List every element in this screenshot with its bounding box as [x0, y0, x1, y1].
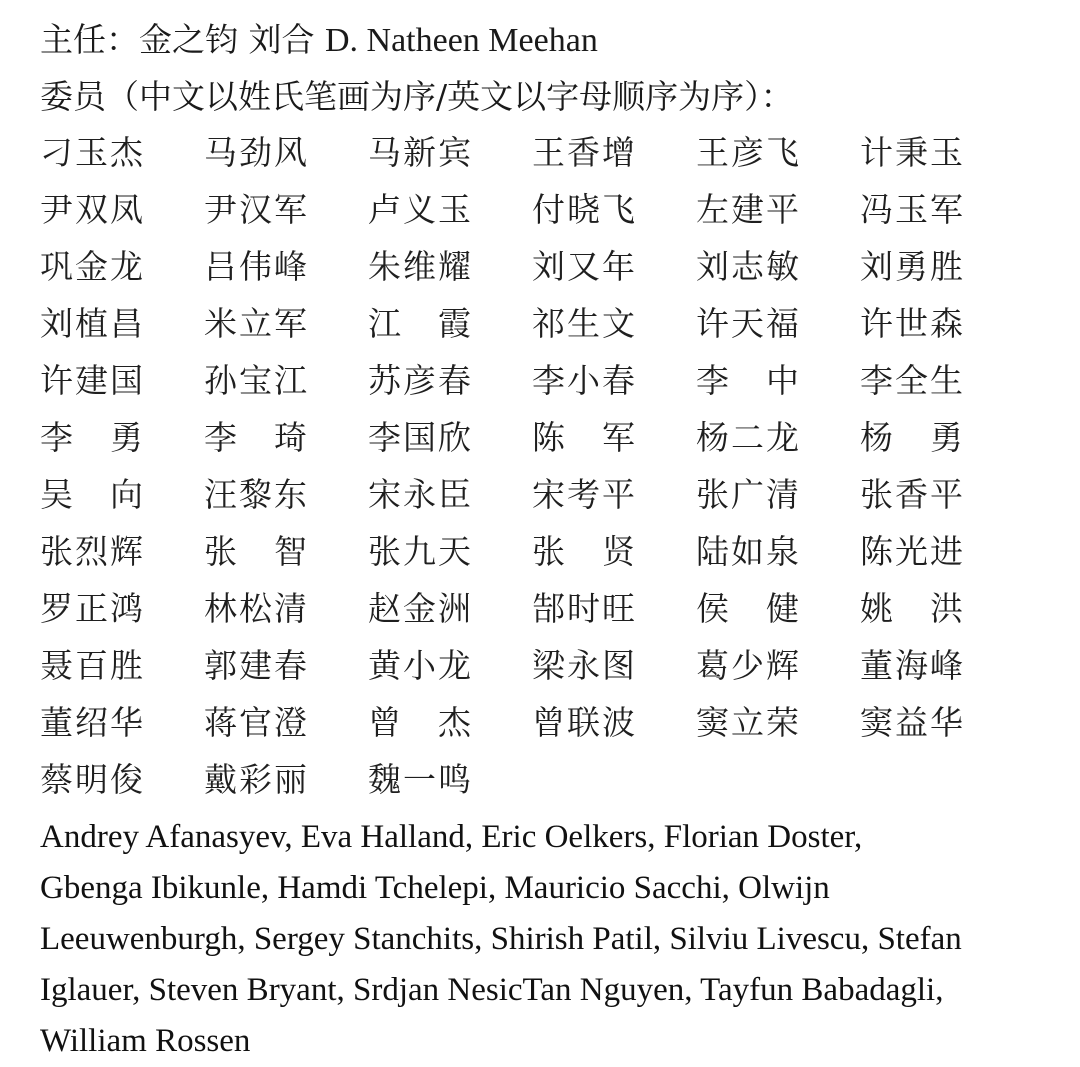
- chair-line: [40, 20, 598, 61]
- member-name-cn: 陈光进: [860, 532, 965, 571]
- member-name-cn: 黄小龙: [368, 646, 473, 685]
- member-name-cn: 马新宾: [368, 133, 473, 172]
- member-name-cn: 左建平: [696, 190, 801, 229]
- member-names-en-line: Leeuwenburgh, Sergey Stanchits, Shirish Patil, Silviu Livescu, Stefan: [40, 921, 962, 957]
- member-name-cn: 张香平: [860, 475, 965, 514]
- member-name-cn: 罗正鸿: [40, 589, 145, 628]
- member-name-cn: 许建国: [40, 361, 145, 400]
- member-name-cn: 李 勇: [40, 418, 145, 457]
- member-name-cn: 姚 洪: [860, 589, 965, 628]
- member-name-cn: 林松清: [204, 589, 309, 628]
- member-name-cn: 孙宝江: [204, 361, 309, 400]
- member-name-cn: 李小春: [532, 361, 637, 400]
- member-name-cn: 宋考平: [532, 475, 637, 514]
- member-name-cn: 陈 军: [532, 418, 637, 457]
- member-name-cn: 赵金洲: [368, 589, 473, 628]
- member-name-cn: 李全生: [860, 361, 965, 400]
- member-name-cn: 董绍华: [40, 703, 145, 742]
- member-name-cn: 卢义玉: [368, 190, 473, 229]
- member-name-cn: 聂百胜: [40, 646, 145, 685]
- member-name-cn: 蔡明俊: [40, 760, 145, 799]
- member-name-cn: 郜时旺: [532, 589, 637, 628]
- member-name-cn: 梁永图: [532, 646, 637, 685]
- member-name-cn: 汪黎东: [204, 475, 309, 514]
- member-name-cn: 付晓飞: [532, 190, 637, 229]
- member-name-cn: 张 贤: [532, 532, 637, 571]
- member-name-cn: 张 智: [204, 532, 309, 571]
- member-name-cn: 葛少辉: [696, 646, 801, 685]
- member-name-cn: 曾联波: [532, 703, 637, 742]
- member-name-cn: 尹汉军: [204, 190, 309, 229]
- member-names-en-line: William Rossen: [40, 1023, 251, 1059]
- members-label: 委员（中文以姓氏笔画为序/英文以字母顺序为序）：: [40, 77, 794, 116]
- member-name-cn: 苏彦春: [368, 361, 473, 400]
- member-name-cn: 张烈辉: [40, 532, 145, 571]
- member-name-cn: 蒋官澄: [204, 703, 309, 742]
- chair-names-chinese: 金之钧 刘合: [139, 20, 325, 59]
- chair-name-english: D. Natheen Meehan: [324, 22, 598, 59]
- member-name-cn: 朱维耀: [368, 247, 473, 286]
- member-name-cn: 李国欣: [368, 418, 473, 457]
- member-name-cn: 侯 健: [696, 589, 801, 628]
- member-name-cn: 李 中: [696, 361, 801, 400]
- member-name-cn: 计秉玉: [860, 133, 965, 172]
- member-name-cn: 马劲风: [204, 133, 309, 172]
- member-name-cn: 陆如泉: [696, 532, 801, 571]
- member-name-cn: 杨二龙: [696, 418, 801, 457]
- member-name-cn: 刘植昌: [40, 304, 145, 343]
- member-name-cn: 窦益华: [860, 703, 965, 742]
- member-name-cn: 王香增: [532, 133, 637, 172]
- member-name-cn: 刘志敏: [696, 247, 801, 286]
- member-name-cn: 刘又年: [532, 247, 637, 286]
- member-name-cn: 宋永臣: [368, 475, 473, 514]
- member-names-en-line: Andrey Afanasyev, Eva Halland, Eric Oelkers, Florian Doster,: [40, 819, 863, 855]
- member-name-cn: 魏一鸣: [368, 760, 473, 799]
- member-name-cn: 冯玉军: [860, 190, 965, 229]
- member-name-cn: 米立军: [204, 304, 309, 343]
- member-name-cn: 张广清: [696, 475, 801, 514]
- member-name-cn: 刘勇胜: [860, 247, 965, 286]
- member-name-cn: 刁玉杰: [40, 133, 145, 172]
- member-names-en-line: Gbenga Ibikunle, Hamdi Tchelepi, Mauricio Sacchi, Olwijn: [40, 870, 830, 906]
- member-name-cn: 窦立荣: [696, 703, 801, 742]
- member-name-cn: 曾 杰: [368, 703, 473, 742]
- member-name-cn: 许世森: [860, 304, 965, 343]
- member-name-cn: 戴彩丽: [204, 760, 309, 799]
- member-names-en-line: Iglauer, Steven Bryant, Srdjan NesicTan Nguyen, Tayfun Babadagli,: [40, 972, 944, 1008]
- member-name-cn: 董海峰: [860, 646, 965, 685]
- chair-label: 主任：: [40, 20, 139, 59]
- member-name-cn: 祁生文: [532, 304, 637, 343]
- member-name-cn: 吴 向: [40, 475, 145, 514]
- member-name-cn: 李 琦: [204, 418, 309, 457]
- member-name-cn: 吕伟峰: [204, 247, 309, 286]
- chinese-member-grid: [40, 133, 1030, 817]
- member-name-cn: 王彦飞: [696, 133, 801, 172]
- member-name-cn: 尹双凤: [40, 190, 145, 229]
- member-name-cn: 杨 勇: [860, 418, 965, 457]
- member-name-cn: 江 霞: [368, 304, 473, 343]
- member-name-cn: 张九天: [368, 532, 473, 571]
- member-name-cn: 许天福: [696, 304, 801, 343]
- member-name-cn: 郭建春: [204, 646, 309, 685]
- english-member-list: [40, 812, 1070, 1067]
- member-name-cn: 巩金龙: [40, 247, 145, 286]
